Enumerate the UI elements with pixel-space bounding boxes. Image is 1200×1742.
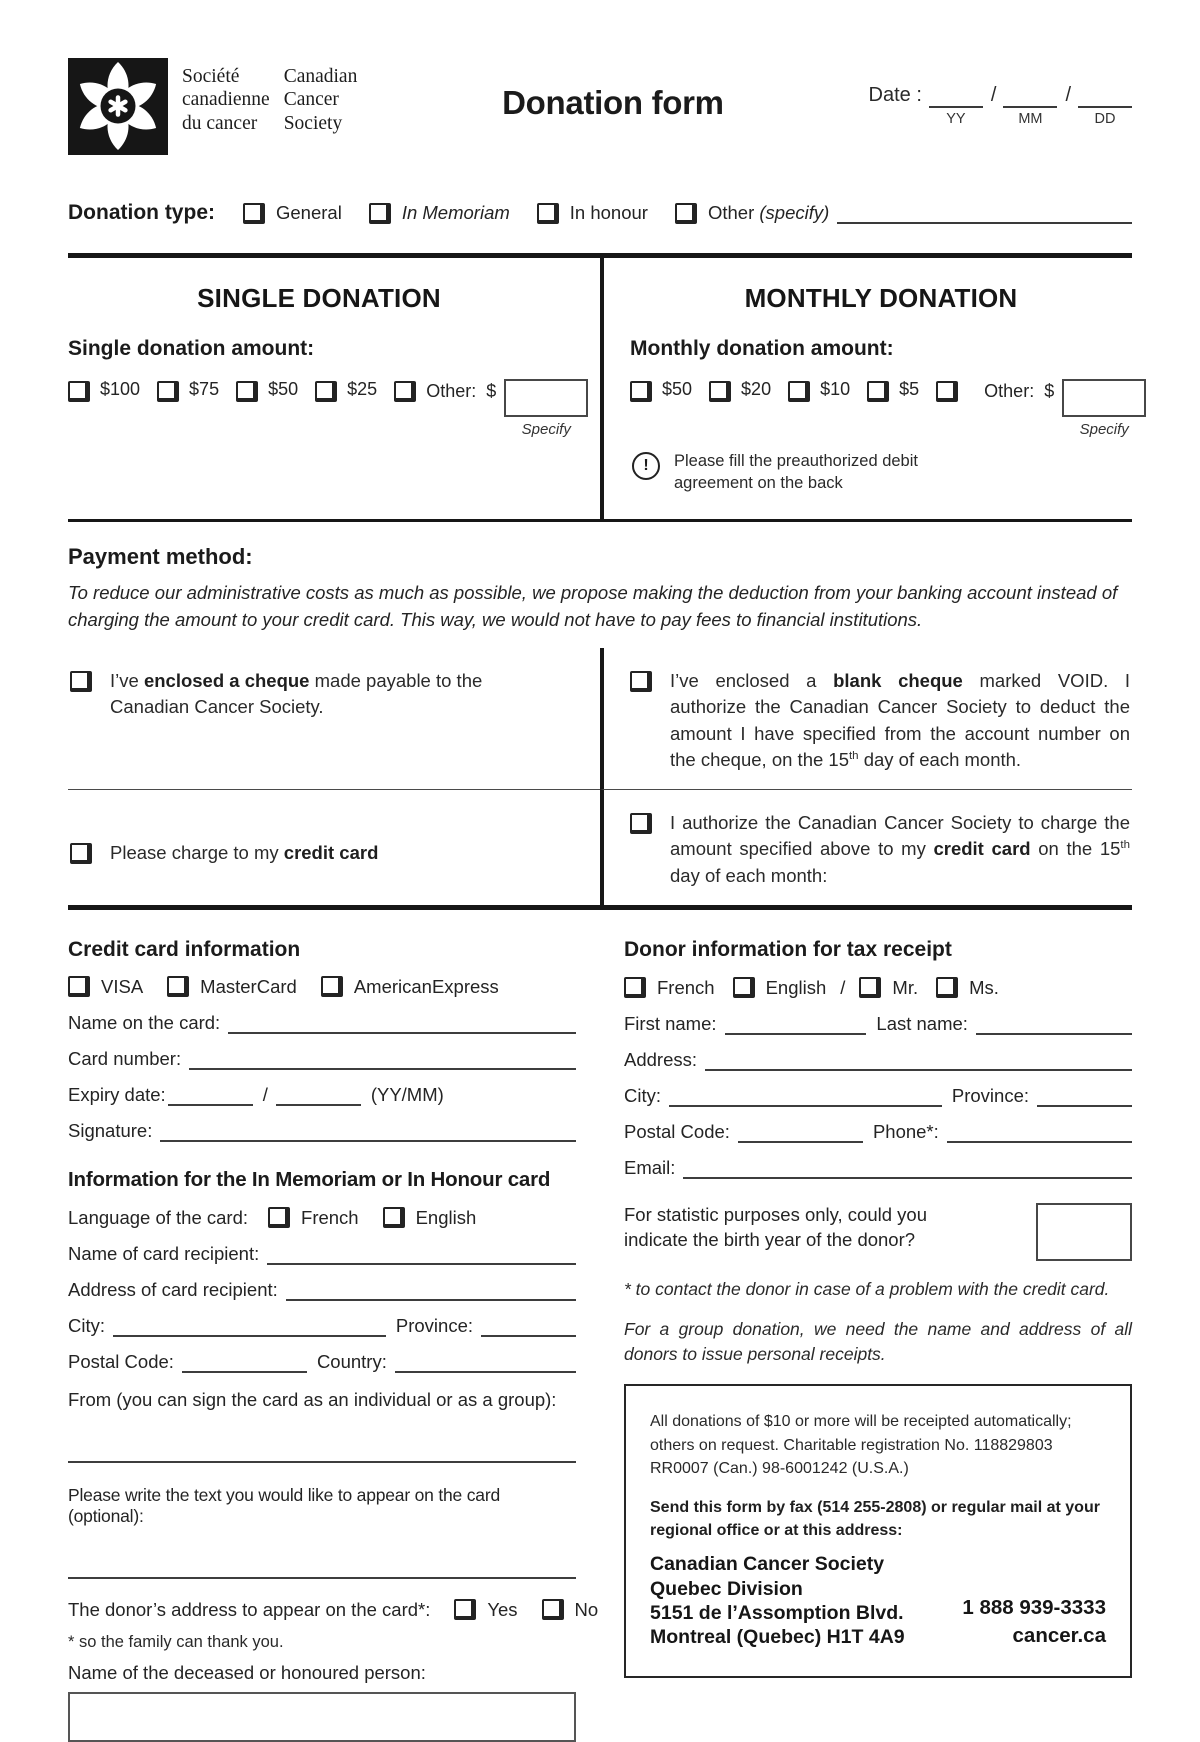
logo-en-line: Society — [283, 112, 343, 134]
donor-province-input[interactable] — [1037, 1085, 1132, 1107]
memoriam-country-input[interactable] — [395, 1351, 576, 1373]
monthly-amount-5: $5 — [899, 379, 920, 399]
checkbox-in-honour[interactable] — [537, 203, 559, 224]
donor-email-row — [624, 1157, 1132, 1179]
memoriam-postal-row — [68, 1351, 576, 1373]
checkbox-donor-english[interactable] — [733, 977, 755, 998]
signature-input[interactable] — [160, 1120, 576, 1142]
memoriam-city-input[interactable] — [113, 1315, 386, 1337]
monthly-amount-label: Monthly donation amount: — [630, 337, 894, 360]
credit-card-heading: Credit card information — [68, 937, 301, 961]
card-french-label: French — [301, 1206, 359, 1228]
checkbox-yes[interactable] — [454, 1599, 476, 1620]
expiry-row — [68, 1084, 576, 1106]
card-text-input-row — [68, 1557, 576, 1579]
alert-icon: ! — [632, 452, 660, 480]
date-unit-dd: DD — [1094, 111, 1116, 127]
checkbox-ms[interactable] — [936, 977, 958, 998]
recipient-name-row — [68, 1243, 576, 1265]
org-contact — [962, 1594, 1106, 1649]
option-other-label: Other — [707, 202, 755, 223]
donor-email-input[interactable] — [683, 1157, 1132, 1179]
checkbox-single-50[interactable] — [236, 381, 258, 402]
payment-method-intro: To reduce our administrative costs as much as possible, we propose making the deduction from your banking account instead of charging the amount to your credit card. This way, we would not have to pay fees to financial institutions. — [68, 581, 1118, 631]
card-text-input[interactable] — [68, 1557, 576, 1579]
org-address-lines — [650, 1552, 905, 1650]
donor-phone-input[interactable] — [947, 1121, 1132, 1143]
date-mm-input[interactable] — [1003, 84, 1057, 108]
checkbox-monthly-5[interactable] — [867, 381, 889, 402]
logo-en-line: Canadian — [283, 66, 358, 87]
date-separator: / — [990, 84, 997, 106]
memoriam-province-label: Province: — [395, 1314, 473, 1336]
checkbox-amex[interactable] — [321, 976, 343, 997]
deceased-name-label: Name of the deceased or honoured person: — [68, 1661, 426, 1683]
checkbox-mastercard[interactable] — [167, 976, 189, 997]
group-donation-footnote: For a group donation, we need the name and address of all donors to issue personal receipts. — [624, 1319, 1132, 1364]
memoriam-province-input[interactable] — [481, 1315, 576, 1337]
yes-label: Yes — [487, 1598, 518, 1620]
checkbox-blank-cheque[interactable] — [630, 671, 652, 692]
checkbox-visa[interactable] — [68, 976, 90, 997]
no-label: No — [574, 1598, 599, 1620]
checkbox-single-75[interactable] — [157, 381, 179, 402]
monthly-donation-title: MONTHLY DONATION — [744, 283, 1018, 313]
checkbox-general[interactable] — [243, 203, 265, 224]
checkbox-card-french[interactable] — [268, 1207, 290, 1228]
donation-type-label: Donation type: — [68, 201, 215, 224]
single-other-label: Other: — [426, 381, 477, 401]
other-type-input[interactable] — [837, 202, 1132, 224]
single-specify-hint: Specify — [521, 421, 571, 438]
date-separator: / — [1065, 84, 1071, 106]
deceased-name-input[interactable] — [68, 1692, 576, 1742]
ms-label: Ms. — [969, 976, 999, 998]
from-input-row — [68, 1441, 576, 1463]
left-column — [68, 937, 599, 1742]
name-on-card-label: Name on the card: — [68, 1011, 221, 1033]
org-line: Canadian Cancer Society — [650, 1553, 885, 1576]
from-label: From (you can sign the card as an individual or as a group): — [68, 1388, 557, 1410]
recipient-address-input[interactable] — [286, 1279, 576, 1301]
card-type-options — [68, 976, 576, 998]
preauthorized-debit-note — [630, 450, 1132, 495]
recipient-address-row — [68, 1279, 576, 1301]
checkbox-donor-french[interactable] — [624, 977, 646, 998]
first-name-input[interactable] — [725, 1013, 867, 1035]
monthly-other-label: Other: — [984, 381, 1035, 401]
donor-address-on-card-row — [68, 1598, 599, 1621]
first-last-name-row — [624, 1013, 1132, 1035]
donor-address-input[interactable] — [705, 1049, 1132, 1071]
org-address-block — [650, 1552, 1106, 1650]
name-on-card-input[interactable] — [228, 1012, 576, 1034]
date-unit-mm: MM — [1018, 111, 1043, 127]
memoriam-city-row — [68, 1315, 576, 1337]
donor-province-label: Province: — [951, 1084, 1029, 1106]
monthly-amount-20: $20 — [741, 379, 772, 399]
memoriam-country-label: Country: — [316, 1350, 387, 1372]
date-dd-input[interactable] — [1078, 84, 1132, 108]
checkbox-single-100[interactable] — [68, 381, 90, 402]
single-donation-panel — [68, 258, 600, 519]
header — [68, 58, 1132, 155]
recipient-address-label: Address of card recipient: — [68, 1278, 278, 1300]
payment-options-grid — [68, 648, 1132, 910]
checkbox-charge-credit-card[interactable] — [70, 843, 92, 864]
org-line: 5151 de l’Assomption Blvd. — [650, 1602, 904, 1625]
signature-label: Signature: — [68, 1119, 153, 1141]
phone-footnote: * to contact the donor in case of a problem with the credit card. — [624, 1278, 1110, 1299]
right-column — [624, 938, 1132, 1742]
org-website: cancer.ca — [1012, 1624, 1106, 1648]
memoriam-postal-input[interactable] — [182, 1351, 307, 1373]
card-number-row — [68, 1048, 576, 1070]
payment-option-charge-card — [68, 790, 600, 905]
daffodil-logo-icon — [68, 58, 168, 155]
checkbox-other-type[interactable] — [675, 203, 697, 224]
page-title: Donation form — [502, 84, 724, 121]
specify-hint: (specify) — [759, 202, 830, 223]
single-amount-75: $75 — [189, 379, 220, 399]
single-amount-options — [68, 379, 570, 438]
card-english-label: English — [415, 1206, 477, 1228]
donor-english-label: English — [765, 976, 827, 998]
last-name-label: Last name: — [876, 1012, 968, 1034]
org-phone: 1 888 939-3333 — [962, 1596, 1106, 1620]
mastercard-label: MasterCard — [200, 975, 297, 997]
from-input[interactable] — [68, 1441, 576, 1463]
amex-label: AmericanExpress — [353, 975, 499, 997]
payment-option-cheque-text: I’ve enclosed a cheque made payable to the Canadian Cancer Society. — [110, 670, 483, 718]
logo-en-line: Cancer — [283, 89, 339, 111]
family-thank-footnote: * so the family can thank you. — [68, 1632, 284, 1651]
amounts-section — [68, 253, 1132, 522]
donor-postal-phone-row — [624, 1121, 1132, 1143]
mr-label: Mr. — [892, 976, 919, 998]
payment-method-heading: Payment method: — [68, 543, 253, 569]
memoriam-heading: Information for the In Memoriam or In Honour card — [68, 1167, 551, 1191]
expiry-format-hint: (YY/MM) — [370, 1083, 444, 1105]
option-general-label: General — [276, 202, 342, 223]
expiry-mm-input[interactable] — [276, 1084, 361, 1106]
checkbox-card-english[interactable] — [383, 1207, 405, 1228]
checkbox-enclosed-cheque[interactable] — [70, 671, 92, 692]
card-text-label: Please write the text you would like to appear on the card (optional): — [68, 1484, 500, 1526]
donor-postal-label: Postal Code: — [624, 1120, 730, 1142]
single-amount-50: $50 — [268, 379, 299, 399]
option-in-honour-label: In honour — [569, 202, 648, 223]
send-instructions-text: Send this form by fax (514 255-2808) or regular mail at your regional office or at this address: — [650, 1498, 1100, 1540]
payment-option-authorize-card-text: I authorize the Canadian Cancer Society to charge the amount specified above to my credit card on the 15th day of each month: — [670, 812, 1130, 886]
single-amount-100: $100 — [100, 379, 141, 399]
expiry-yy-input[interactable] — [168, 1084, 253, 1106]
monthly-amount-options — [630, 379, 1132, 438]
donor-address-on-card-label: The donor’s address to appear on the card*: — [68, 1598, 431, 1620]
card-language-row — [68, 1207, 576, 1229]
bottom-columns — [68, 938, 1132, 1742]
receipt-info-text: All donations of $10 or more will be receipted automatically; others on request. Charitable registration No. 118829803 RR0007 (Can.) 98-6001242 (U.S.A.) — [650, 1413, 1072, 1477]
card-language-label: Language of the card: — [68, 1206, 249, 1228]
logo-fr-line: Société — [182, 66, 240, 87]
birth-year-input[interactable] — [1036, 1203, 1132, 1261]
payment-option-cheque — [68, 648, 600, 790]
donor-city-label: City: — [624, 1084, 661, 1106]
checkbox-authorize-credit-card[interactable] — [630, 813, 652, 834]
monthly-specify-hint: Specify — [1079, 421, 1129, 438]
date-block — [869, 84, 1132, 127]
logo-fr-line: du cancer — [182, 112, 258, 134]
option-in-memoriam-label: In Memoriam — [401, 202, 510, 223]
info-box — [624, 1384, 1132, 1677]
recipient-name-input[interactable] — [267, 1243, 576, 1265]
memoriam-postal-label: Postal Code: — [68, 1350, 174, 1372]
single-dollar-sign: $ — [486, 381, 497, 401]
donor-city-row — [624, 1085, 1132, 1107]
donor-info-heading: Donor information for tax receipt — [624, 937, 952, 961]
monthly-dollar-sign: $ — [1044, 381, 1055, 401]
birth-year-question: For statistic purposes only, could you indicate the birth year of the donor? — [624, 1203, 927, 1250]
single-other-amount-input[interactable] — [504, 379, 588, 417]
signature-row — [68, 1120, 576, 1142]
language-title-separator: / — [840, 976, 846, 998]
logo-fr-line: canadienne — [182, 89, 270, 111]
payment-option-blank-cheque — [600, 648, 1132, 790]
visa-label: VISA — [101, 975, 144, 997]
checkbox-mr[interactable] — [859, 977, 881, 998]
donor-address-label: Address: — [624, 1048, 698, 1070]
org-line: Quebec Division — [650, 1577, 803, 1600]
donor-postal-input[interactable] — [738, 1121, 863, 1143]
last-name-input[interactable] — [976, 1013, 1132, 1035]
birth-year-block — [624, 1203, 1132, 1261]
donor-language-title-row — [624, 977, 1132, 999]
checkbox-single-other[interactable] — [394, 381, 416, 402]
donor-email-label: Email: — [624, 1156, 676, 1178]
single-amount-label: Single donation amount: — [68, 337, 315, 360]
checkbox-single-25[interactable] — [315, 381, 337, 402]
monthly-amount-50: $50 — [662, 379, 693, 399]
checkbox-in-memoriam[interactable] — [369, 203, 391, 224]
checkbox-monthly-20[interactable] — [709, 381, 731, 402]
single-amount-25: $25 — [347, 379, 378, 399]
memoriam-city-label: City: — [68, 1314, 105, 1336]
logo-text-english — [284, 65, 358, 135]
donor-address-row — [624, 1049, 1132, 1071]
payment-option-blank-cheque-text: I’ve enclosed a blank cheque marked VOID. I authorize the Canadian Cancer Society to deduct the amount I have specified from the account number on the cheque, on the 15th day of each month. — [670, 670, 1130, 770]
date-yy-input[interactable] — [929, 84, 983, 108]
monthly-other-amount-input[interactable] — [1062, 379, 1146, 417]
date-label: Date : — [868, 84, 922, 106]
monthly-amount-10: $10 — [820, 379, 851, 399]
donor-city-input[interactable] — [669, 1085, 942, 1107]
card-number-label: Card number: — [68, 1047, 182, 1069]
org-line: Montreal (Quebec) H1T 4A9 — [650, 1626, 905, 1649]
logo-text-french — [182, 65, 270, 135]
monthly-donation-panel — [600, 258, 1132, 519]
checkbox-monthly-other[interactable] — [936, 381, 958, 402]
name-on-card-row — [68, 1012, 576, 1034]
checkbox-monthly-50[interactable] — [630, 381, 652, 402]
donor-french-label: French — [657, 976, 715, 998]
expiry-separator: / — [262, 1083, 268, 1105]
payment-option-authorize-card — [600, 790, 1132, 905]
preauthorized-debit-text: Please fill the preauthorized debit agreement on the back — [674, 452, 918, 493]
single-donation-title: SINGLE DONATION — [197, 283, 441, 313]
recipient-name-label: Name of card recipient: — [68, 1242, 260, 1264]
expiry-label: Expiry date: — [68, 1083, 166, 1105]
checkbox-monthly-10[interactable] — [788, 381, 810, 402]
donor-phone-label: Phone*: — [872, 1120, 939, 1142]
checkbox-no[interactable] — [542, 1599, 564, 1620]
date-unit-yy: YY — [946, 111, 966, 127]
first-name-label: First name: — [624, 1012, 717, 1034]
card-number-input[interactable] — [189, 1048, 576, 1070]
payment-option-charge-card-text: Please charge to my credit card — [110, 842, 379, 864]
donation-type-row — [68, 201, 1132, 225]
